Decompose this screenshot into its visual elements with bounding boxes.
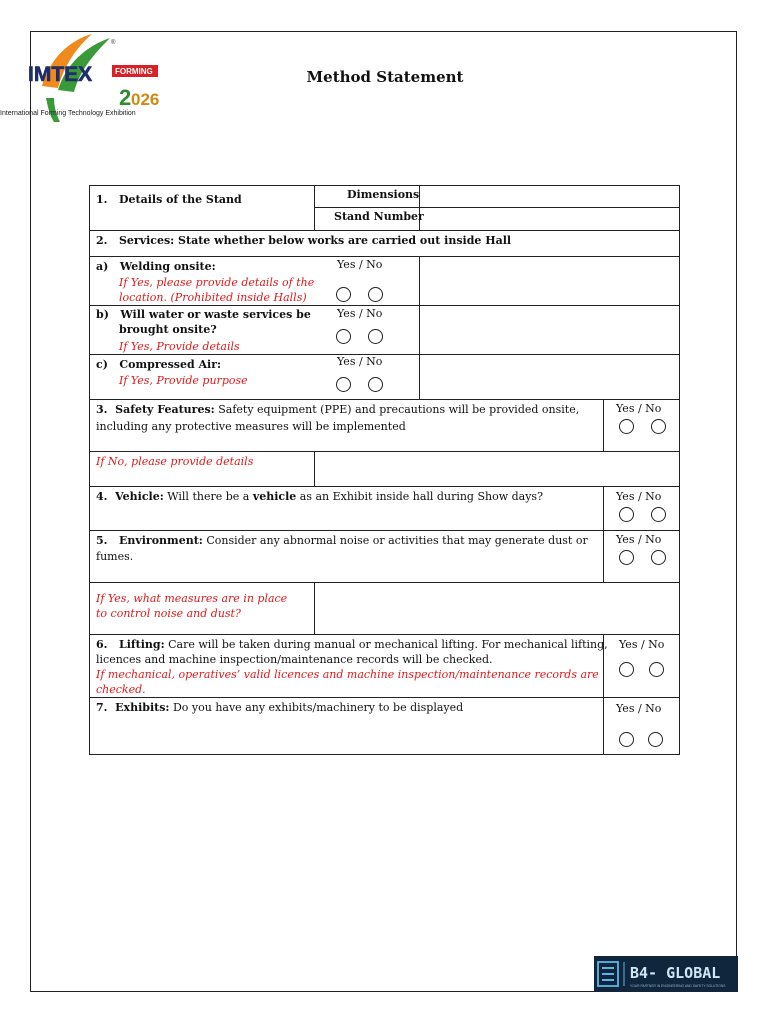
vehicle-no-radio[interactable] [651,507,666,522]
lifting-note-1: If mechanical, operatives’ valid licences and machine inspection/maintenance records are [96,668,599,681]
b4-global-brand-text: B4- GLOBAL [630,964,721,982]
safety-title: 3. Safety Features: [96,403,215,416]
svg-text:2: 2 [119,85,132,110]
lifting-no-radio[interactable] [649,662,664,677]
environment-no-radio[interactable] [651,550,666,565]
environment-yes-radio[interactable] [619,550,634,565]
welding-no-radio[interactable] [368,287,383,302]
water-details-field[interactable] [420,306,679,353]
compressed-air-no-radio[interactable] [368,377,383,392]
svg-text:®: ® [111,40,116,46]
compressed-air-details-field[interactable] [420,355,679,398]
welding-yes-radio[interactable] [336,287,351,302]
b4-global-tagline: YOUR PARTNER IN ENGINEERING AND SAFETY SOLUTIONS [630,984,726,988]
environment-note-2: to control noise and dust? [96,607,241,620]
section-1-label: 1. Details of the Stand [96,193,242,206]
lifting-title: 6. Lifting: [96,638,165,651]
safety-line-2: including any protective measures will be implemented [96,420,406,433]
water-no-radio[interactable] [368,329,383,344]
safety-note: If No, please provide details [96,455,254,468]
dimensions-label: Dimensions [347,188,420,201]
environment-line-1: 5. Environment: Consider any abnormal noise or activities that may generate dust or [96,534,588,547]
environment-yes-no: Yes / No [616,533,662,546]
compressed-air-note: If Yes, Provide purpose [119,374,248,387]
welding-note-1: If Yes, please provide details of the [119,276,315,289]
lifting-yes-no: Yes / No [619,638,665,651]
safety-no-radio[interactable] [651,419,666,434]
exhibits-title: 7. Exhibits: [96,701,170,714]
svg-text:026: 026 [131,90,160,109]
water-yes-no: Yes / No [337,307,383,320]
environment-title: 5. Environment: [96,534,203,547]
water-title-1: b) Will water or waste services be [96,308,311,321]
vehicle-line: 4. Vehicle: Will there be a vehicle as an Exhibit inside hall during Show days? [96,490,543,503]
compressed-air-yes-no: Yes / No [337,355,383,368]
svg-text:IMTEX: IMTEX [28,63,93,86]
compressed-air-yes-radio[interactable] [336,377,351,392]
safety-yes-radio[interactable] [619,419,634,434]
welding-details-field[interactable] [420,257,679,304]
environment-details-field[interactable] [315,583,679,633]
safety-details-field[interactable] [315,452,679,485]
b4-global-emblem-icon [594,956,738,992]
stand-number-field[interactable] [420,208,679,229]
environment-line-2: fumes. [96,550,134,563]
water-title-2: brought onsite? [119,323,217,336]
section-2-label: 2. Services: State whether below works are carried out inside Hall [96,234,512,247]
safety-line-1: 3. Safety Features: Safety equipment (PPE) and precautions will be provided onsite, [96,403,580,416]
exhibits-line: 7. Exhibits: Do you have any exhibits/machinery to be displayed [96,701,464,714]
lifting-line-1: 6. Lifting: Care will be taken during manual or mechanical lifting. For mechanical lifting, [96,638,608,651]
compressed-air-title: c) Compressed Air: [96,358,222,371]
page-title: Method Statement [306,68,464,86]
water-yes-radio[interactable] [336,329,351,344]
vehicle-title: 4. Vehicle: [96,490,164,503]
vehicle-yes-radio[interactable] [619,507,634,522]
lifting-line-2: licences and machine inspection/maintenance records will be checked. [96,653,493,666]
environment-note-1: If Yes, what measures are in place [96,592,288,605]
method-statement-form [89,185,680,755]
svg-text:FORMING: FORMING [115,67,153,76]
dimensions-field[interactable] [420,186,679,206]
exhibits-yes-radio[interactable] [619,732,634,747]
lifting-note-2: checked. [96,683,146,696]
welding-yes-no: Yes / No [337,258,383,271]
logo-caption: International Forming Technology Exhibition [0,110,136,117]
exhibits-yes-no: Yes / No [616,702,662,715]
exhibits-no-radio[interactable] [648,732,663,747]
welding-title: a) Welding onsite: [96,260,216,273]
welding-note-2: location. (Prohibited inside Halls) [119,291,307,304]
water-note: If Yes, Provide details [119,340,240,353]
lifting-yes-radio[interactable] [619,662,634,677]
b4-global-logo [594,956,738,992]
stand-number-label: Stand Number [334,210,424,223]
safety-yes-no: Yes / No [616,402,662,415]
vehicle-yes-no: Yes / No [616,490,662,503]
